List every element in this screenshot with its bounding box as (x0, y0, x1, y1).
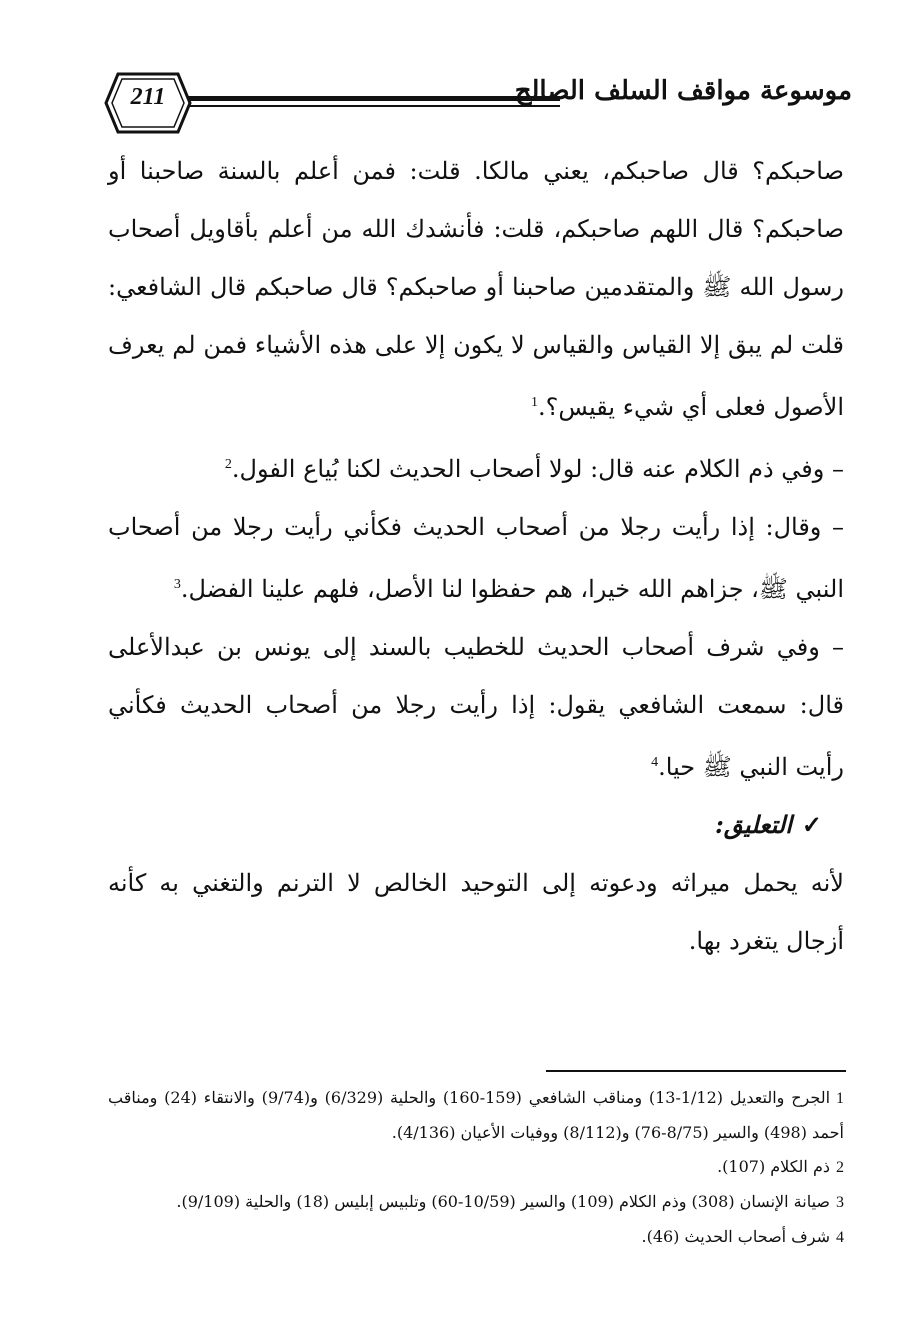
checkmark-icon: ✓ (801, 810, 822, 839)
text-line: الفضل. (180, 575, 254, 603)
footnote-ref: 1 (531, 395, 539, 410)
text-line: الشافعي: قلت لم يبق إلا القياس والقياس لا يكون إلا على هذه الأشياء فمن (108, 273, 844, 359)
text-line: لأنه يحمل ميراثه ودعوته إلى التوحيد الخالص لا الترنم والتغني به كأنه (108, 869, 844, 897)
header-rule-thin (188, 105, 560, 107)
footnote (108, 1185, 844, 1220)
footnote-separator (546, 1070, 846, 1072)
paragraph-4 (108, 618, 844, 796)
text-line: لم يعرف الأصول فعلى أي شيء يقيس؟. (108, 331, 844, 421)
footnotes (108, 1081, 844, 1255)
footnote-ref: 3 (173, 577, 181, 592)
footnote-number: 1 (836, 1090, 845, 1107)
page-number-badge (104, 70, 192, 136)
footnote-number: 4 (836, 1229, 844, 1246)
paragraph-3 (108, 498, 844, 618)
footnote-text: ذم الكلام (107). (717, 1157, 830, 1176)
footnote-number: 3 (836, 1194, 844, 1211)
paragraph-1 (108, 142, 844, 436)
text-line: أصحاب النبي ﷺ، جزاهم الله خيرا، هم حفظوا لنا الأصل، فلهم علينا (108, 513, 844, 603)
footnote-ref: 2 (224, 457, 232, 472)
page-header (100, 66, 860, 136)
header-rule (188, 96, 560, 101)
commentary-heading (108, 796, 844, 854)
footnote-text: صيانة الإنسان (308) وذم الكلام (109) والسير (10/59-60) وتلبيس إبليس (18) والحلية (9/109). (176, 1192, 830, 1211)
footnote-text: شرف أصحاب الحديث (46). (641, 1227, 830, 1246)
page-number: 211 (130, 84, 166, 110)
main-text (108, 142, 844, 970)
footnote-number: 2 (836, 1159, 844, 1176)
text-line: صاحبكم؟ قال صاحبكم، يعني مالكا. قلت: فمن أعلم بالسنة صاحبنا أو (108, 157, 844, 185)
footnote-ref: 4 (651, 755, 659, 770)
footnote (108, 1150, 844, 1185)
paragraph-2 (108, 436, 844, 498)
commentary-heading-label: التعليق: (715, 810, 792, 839)
text-line: فكأني رأيت النبي ﷺ حيا. (108, 691, 844, 781)
text-line: – وفي ذم الكلام عنه قال: لولا أصحاب الحديث لكنا بُياع الفول. (231, 455, 844, 483)
footnote (108, 1220, 844, 1255)
text-line: صاحبكم؟ قال اللهم صاحبكم، قلت: فأنشدك الله من أعلم بأقاويل (189, 215, 844, 243)
commentary-paragraph (108, 854, 844, 970)
text-line: أصحاب رسول الله ﷺ والمتقدمين صاحبنا أو صاحبكم؟ قال صاحبكم قال (108, 215, 845, 301)
footnote (108, 1081, 844, 1150)
text-line: – وقال: إذا رأيت رجلا من أصحاب الحديث فكأني رأيت رجلا من (191, 513, 844, 541)
text-line: عبدالأعلى قال: سمعت الشافعي يقول: إذا رأيت رجلا من أصحاب الحديث (108, 633, 844, 719)
series-title: موسوعة مواقف السلف الصالح (514, 76, 852, 106)
text-line: – وفي شرف أصحاب الحديث للخطيب بالسند إلى يونس بن (217, 633, 844, 661)
text-line: أزجال يتغرد بها. (688, 927, 844, 955)
footnote-text: الجرح والتعديل (1/12-13) ومناقب الشافعي (159-160) والحلية (6/329) و(9/74) والانتقاء (24) ومناقب أحمد (498) والسير (8/75-76) و(8/112) ووفيات الأعيان (4/136). (108, 1088, 844, 1142)
